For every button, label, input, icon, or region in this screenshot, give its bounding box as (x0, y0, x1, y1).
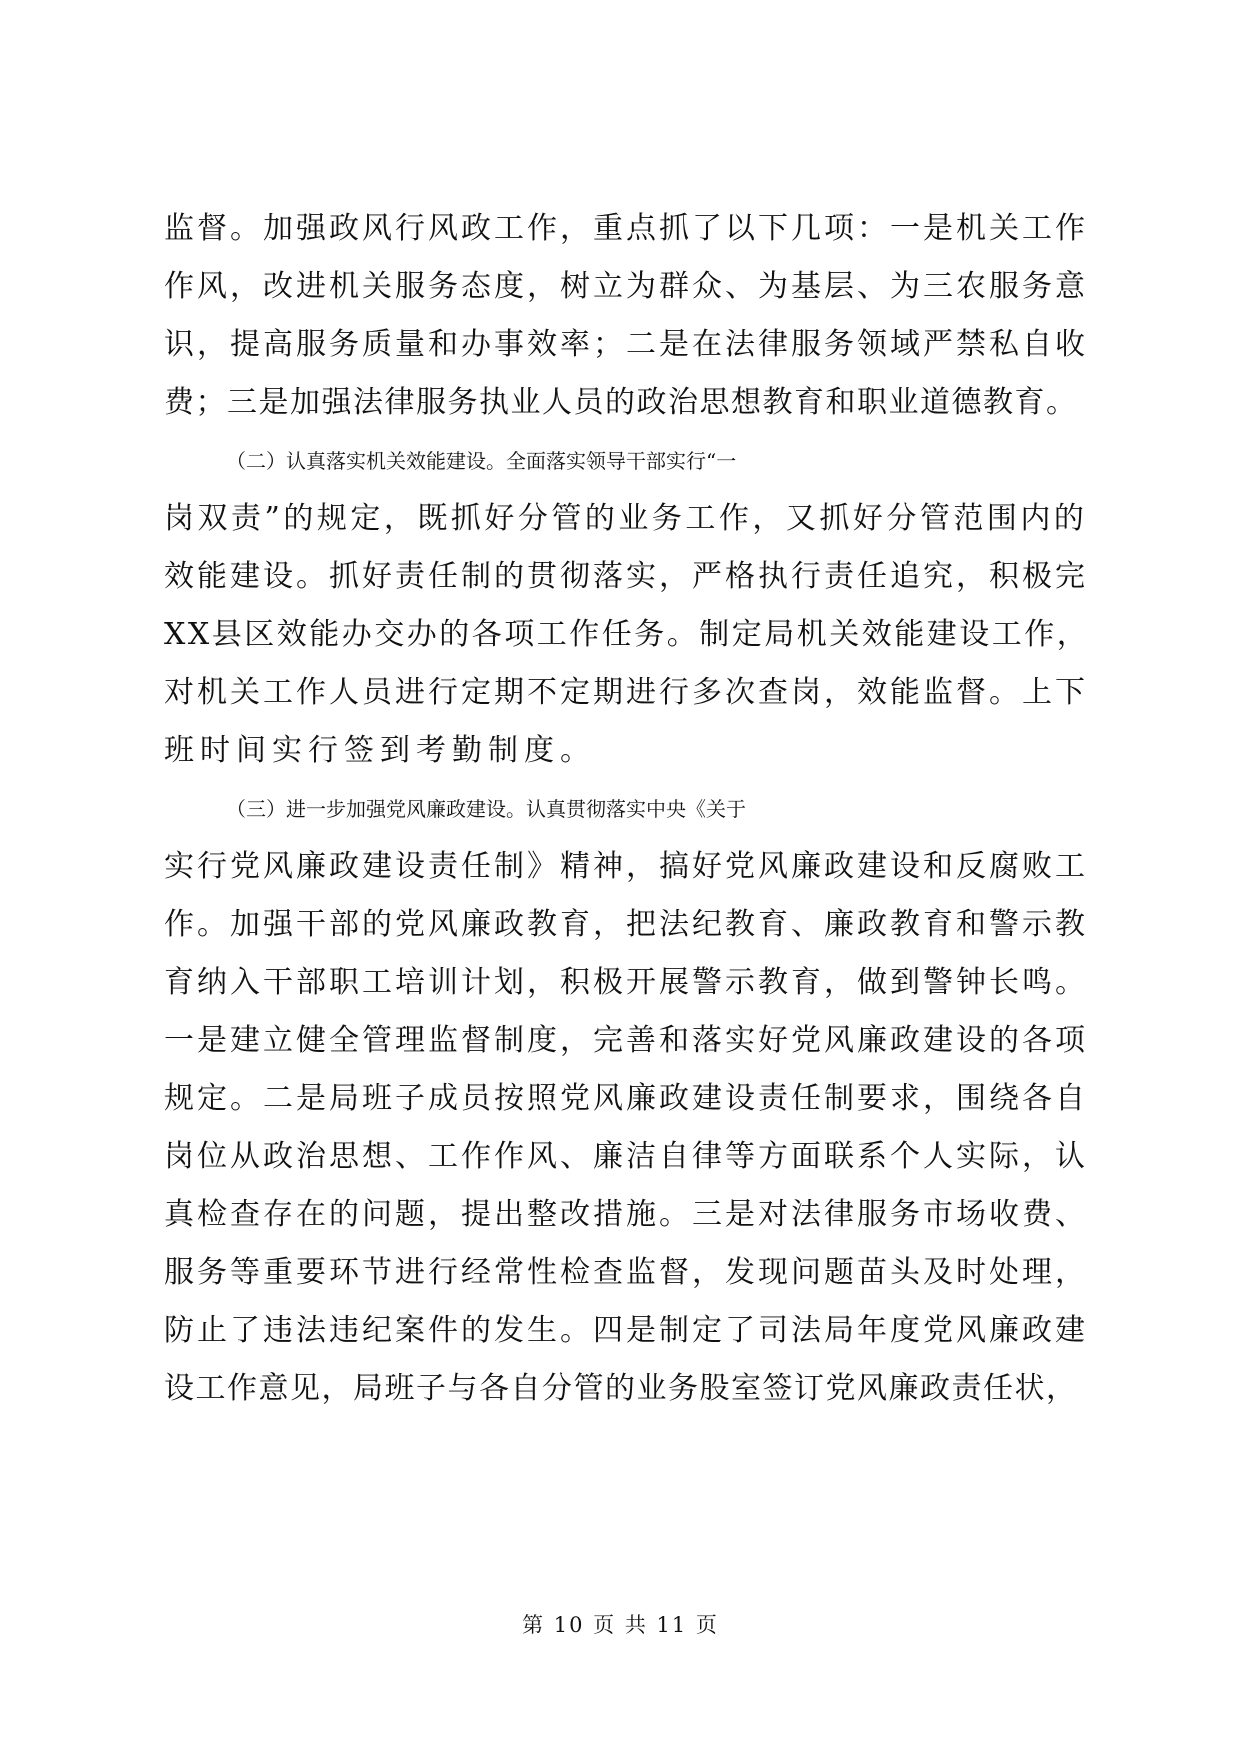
body-line: 作风，改进机关服务态度，树立为群众、为基层、为三农服务意 (164, 269, 1088, 304)
body-line: 防止了违法违纪案件的发生。四是制定了司法局年度党风廉政建 (164, 1313, 1088, 1348)
body-line: 监督。加强政风行风政工作，重点抓了以下几项：一是机关工作 (164, 211, 1088, 246)
body-line: 一是建立健全管理监督制度，完善和落实好党风廉政建设的各项 (164, 1023, 1088, 1058)
body-line: 识，提高服务质量和办事效率；二是在法律服务领域严禁私自收 (164, 327, 1088, 362)
body-line: 设工作意见，局班子与各自分管的业务股室签订党风廉政责任状， (164, 1371, 1078, 1406)
page-number-footer: 第 10 页 共 11 页 (522, 1613, 719, 1637)
body-line: 班时间实行签到考勤制度。 (164, 733, 596, 768)
body-line: 实行党风廉政建设责任制》精神，搞好党风廉政建设和反腐败工 (164, 849, 1088, 884)
body-line: 对机关工作人员进行定期不定期进行多次查岗，效能监督。上下 (164, 675, 1088, 710)
body-line: 岗双责”的规定，既抓好分管的业务工作，又抓好分管范围内的 (164, 501, 1088, 536)
paragraph-2-first-line: （二）认真落实机关效能建设。全面落实领导干部实行“一 (226, 449, 737, 473)
body-line: 作。加强干部的党风廉政教育，把法纪教育、廉政教育和警示教 (164, 907, 1088, 942)
body-line: 规定。二是局班子成员按照党风廉政建设责任制要求，围绕各自 (164, 1081, 1088, 1116)
body-line: 效能建设。抓好责任制的贯彻落实，严格执行责任追究，积极完 (164, 559, 1088, 594)
body-line: 服务等重要环节进行经常性检查监督，发现问题苗头及时处理， (164, 1255, 1088, 1290)
body-line: XX县区效能办交办的各项工作任务。制定局机关效能建设工作， (164, 617, 1090, 652)
body-line: 育纳入干部职工培训计划，积极开展警示教育，做到警钟长鸣。 (164, 965, 1088, 1000)
body-line: 费；三是加强法律服务执业人员的政治思想教育和职业道德教育。 (164, 385, 1078, 420)
paragraph-3-first-line: （三）进一步加强党风廉政建设。认真贯彻落实中央《关于 (226, 797, 746, 821)
body-line: 岗位从政治思想、工作作风、廉洁自律等方面联系个人实际，认 (164, 1139, 1088, 1174)
body-line: 真检查存在的问题，提出整改措施。三是对法律服务市场收费、 (164, 1197, 1088, 1232)
